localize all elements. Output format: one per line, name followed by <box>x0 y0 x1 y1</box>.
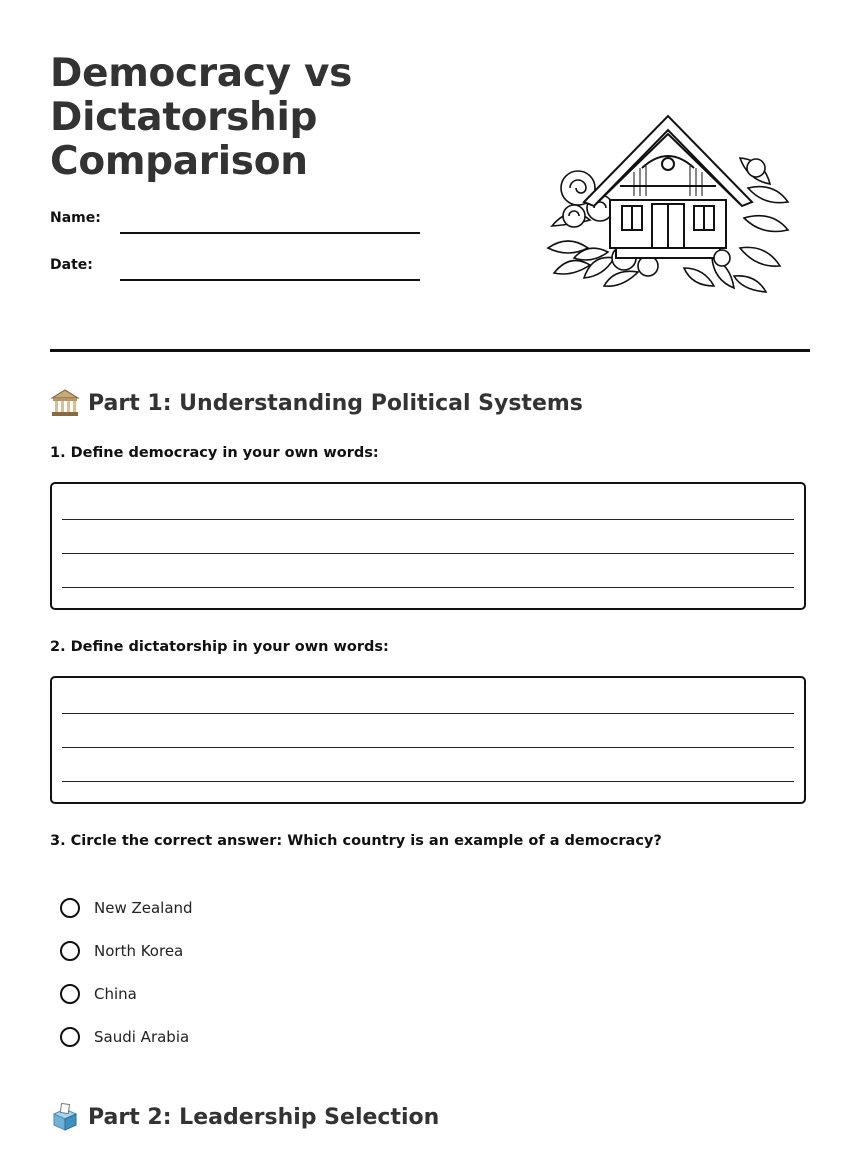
question-1-prompt: 1. Define democracy in your own words: <box>50 445 379 461</box>
radio-circle[interactable] <box>60 898 80 918</box>
ballot-box-icon <box>50 1102 80 1132</box>
question-2-prompt: 2. Define dictatorship in your own words: <box>50 639 389 655</box>
radio-circle[interactable] <box>60 984 80 1004</box>
part1-title: Part 1: Understanding Political Systems <box>88 390 583 416</box>
question-3-prompt: 3. Circle the correct answer: Which country is an example of a democracy? <box>50 833 662 849</box>
date-label: Date: <box>50 257 93 273</box>
part2-title: Part 2: Leadership Selection <box>88 1104 440 1130</box>
date-field[interactable] <box>50 257 420 287</box>
option-label: Saudi Arabia <box>94 1028 190 1046</box>
answer-line <box>62 713 794 714</box>
option-label: New Zealand <box>94 899 193 917</box>
option-label: North Korea <box>94 942 184 960</box>
part1-heading <box>50 388 583 418</box>
flower-house-illustration <box>544 108 794 293</box>
answer-line <box>62 519 794 520</box>
classical-building-icon <box>50 388 80 418</box>
name-line[interactable] <box>120 232 420 234</box>
worksheet-page <box>50 0 810 1130</box>
question-1-answer-box[interactable] <box>50 482 806 610</box>
worksheet-header <box>50 0 810 352</box>
option-saudi-arabia[interactable] <box>60 1024 189 1050</box>
answer-line <box>62 553 794 554</box>
option-new-zealand[interactable] <box>60 895 193 921</box>
answer-line <box>62 587 794 588</box>
date-line[interactable] <box>120 279 420 281</box>
radio-circle[interactable] <box>60 941 80 961</box>
name-label: Name: <box>50 210 101 226</box>
question-2-answer-box[interactable] <box>50 676 806 804</box>
option-label: China <box>94 985 137 1003</box>
option-china[interactable] <box>60 981 137 1007</box>
name-field[interactable] <box>50 210 420 240</box>
answer-line <box>62 781 794 782</box>
part2-heading <box>50 1102 439 1132</box>
worksheet-title: Democracy vs Dictatorship Comparison <box>50 51 353 184</box>
option-north-korea[interactable] <box>60 938 183 964</box>
radio-circle[interactable] <box>60 1027 80 1047</box>
answer-line <box>62 747 794 748</box>
header-divider <box>50 349 810 352</box>
